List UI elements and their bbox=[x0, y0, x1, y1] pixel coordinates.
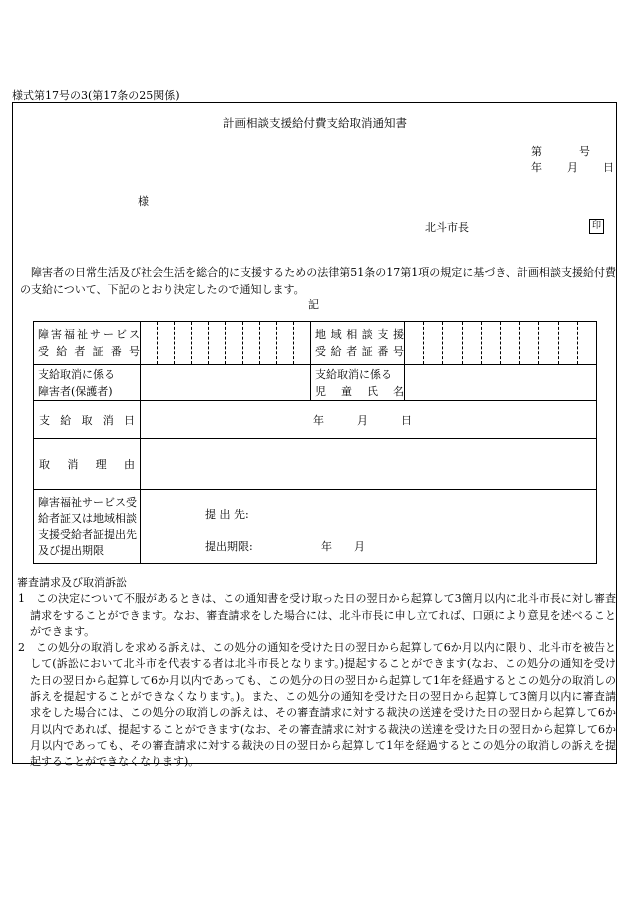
target-value[interactable] bbox=[141, 365, 311, 401]
child-label: 支給取消に係る 児童氏名 bbox=[311, 365, 405, 401]
submit-value[interactable] bbox=[141, 490, 597, 564]
community-cert-label: 地域相談支援 受給者証番号 bbox=[311, 322, 405, 365]
form-id: 様式第17号の3(第17条の25関係) bbox=[12, 89, 180, 102]
submit-label: 障害福祉サービス受給者証又は地域相談支援受給者証提出先及び提出期限 bbox=[34, 490, 141, 564]
cert-no-digits[interactable] bbox=[141, 322, 311, 365]
submit-to-label: 提 出 先: bbox=[205, 508, 249, 521]
notes-heading: 審査請求及び取消訴訟 bbox=[17, 576, 127, 589]
community-cert-digits[interactable] bbox=[405, 322, 597, 365]
cert-no-label: 障害福祉サービス 受給者証番号 bbox=[34, 322, 141, 365]
number-label: 第 号 bbox=[531, 145, 591, 158]
ki-mark: 記 bbox=[308, 298, 319, 311]
note-item-1: 1 この決定について不服があるときは、この通知書を受け取った日の翌日から起算して3箇月以内に北斗市長に対し審査請求をすることができます。なお、審査請求をした場合には、北斗市長に申し立てれば、口頭により意見を述べることができます。 bbox=[18, 592, 616, 638]
seal-mark: 印 bbox=[589, 219, 604, 234]
recipient-suffix: 様 bbox=[138, 195, 149, 208]
notes-section bbox=[18, 575, 616, 771]
submit-deadline-label: 提出期限: bbox=[205, 540, 253, 553]
reason-value[interactable] bbox=[141, 439, 597, 490]
issuer: 北斗市長 bbox=[425, 221, 469, 234]
body-text: 障害者の日常生活及び社会生活を総合的に支援するための法律第51条の17第1項の規定に基づき、計画相談支援給付費の支給について、下記のとおり決定したので通知します。 bbox=[20, 266, 616, 296]
document-title: 計画相談支援給付費支給取消通知書 bbox=[223, 116, 407, 130]
date-label: 年 月 日 bbox=[531, 161, 615, 174]
notice-table bbox=[33, 321, 597, 564]
child-value[interactable] bbox=[405, 365, 597, 401]
cancel-date-label: 支給取消日 bbox=[34, 401, 141, 439]
note-item-2: 2 この処分の取消しを求める訴えは、この処分の通知を受けた日の翌日から起算して6か月以内に限り、北斗市を被告として(訴訟において北斗市を代表する者は北斗市長となります。)提起することができます(なお、この処分の通知を受けた日の翌日から起算して6か月以内であっても、この処分の日の翌日から起算して1年を経過するとこの処分の取消しの訴えを提起することができなくなります。)。また、この処分の通知を受けた日の翌日から起算して3箇月以内に審査請求をした場合には、この処分の取消しの訴えは、その審査請求に対する裁決の送達を受けた日の翌日から起算して6か月以内であれば、提起することができます(なお、その審査請求に対する裁決の送達を受けた日の翌日から起算して6か月以内であっても、その審査請求に対する裁決の日の翌日から起算して1年を経過するとこの処分の取消しの訴えを提起することができなくなります)。 bbox=[18, 641, 616, 769]
cancel-date-value[interactable]: 年 月 日 bbox=[141, 401, 597, 439]
target-label: 支給取消に係る 障害者(保護者) bbox=[34, 365, 141, 401]
submit-deadline-value: 年 月 bbox=[321, 540, 365, 553]
reason-label: 取消理由 bbox=[34, 439, 141, 490]
